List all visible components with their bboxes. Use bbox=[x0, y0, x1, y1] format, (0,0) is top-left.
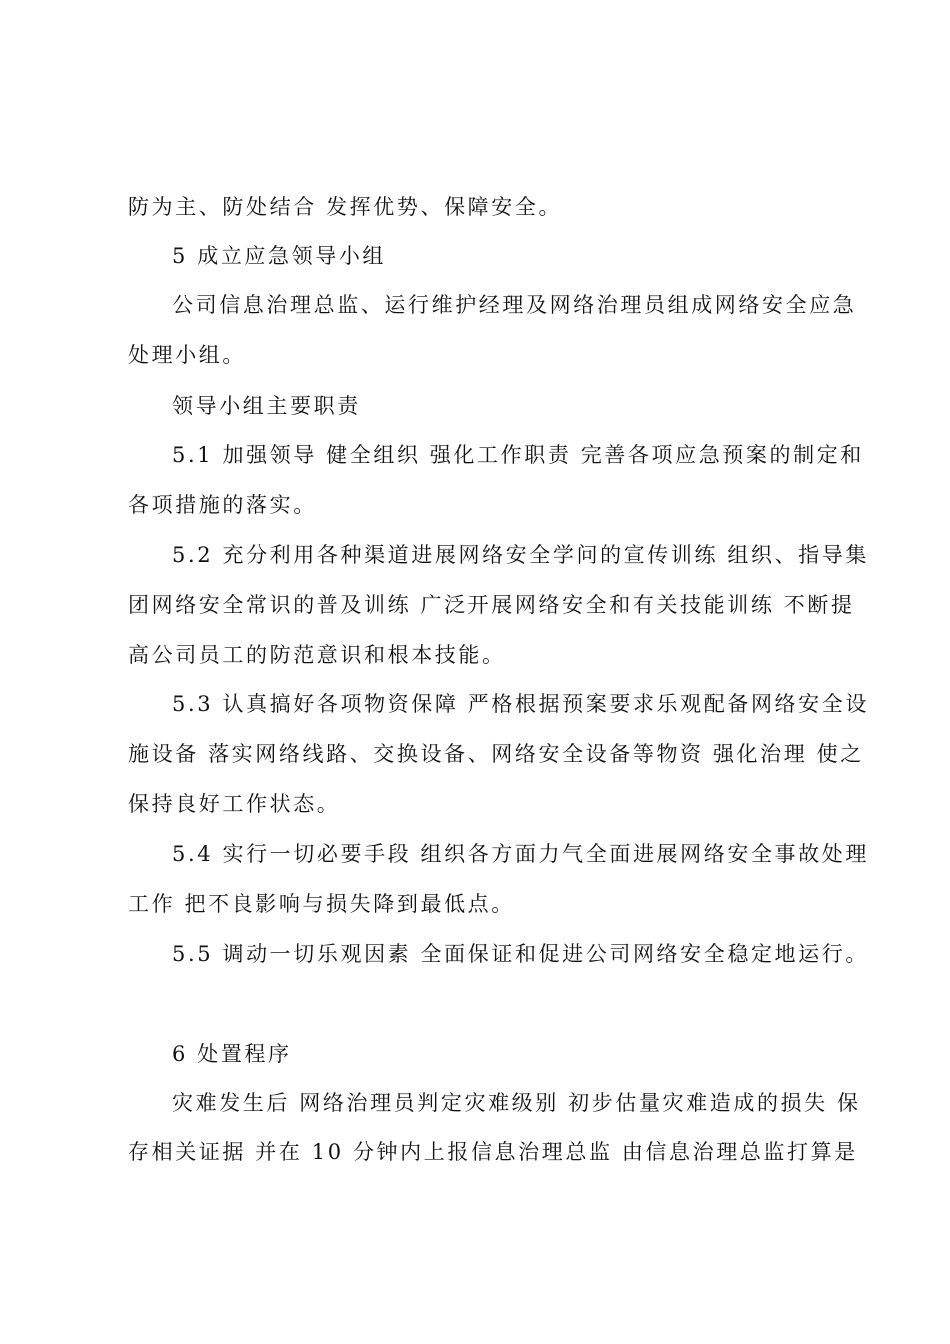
text-line: 5.3 认真搞好各项物资保障 严格根据预案要求乐观配备网络安全设 bbox=[172, 692, 869, 716]
text-line: 高公司员工的防范意识和根本技能。 bbox=[128, 643, 506, 667]
text-line: 工作 把不良影响与损失降到最低点。 bbox=[128, 892, 515, 916]
text-line: 5.2 充分利用各种渠道进展网络安全学问的宣传训练 组织、指导集 bbox=[172, 543, 869, 567]
text-line: 防为主、防处结合 发挥优势、保障安全。 bbox=[128, 195, 563, 219]
section-heading: 6 处置程序 bbox=[172, 1042, 292, 1066]
text-line: 5.4 实行一切必要手段 组织各方面力气全面进展网络安全事故处理 bbox=[172, 842, 869, 866]
text-line: 各项措施的落实。 bbox=[128, 493, 317, 517]
text-line: 灾难发生后 网络治理员判定灾难级别 初步估量灾难造成的损失 保 bbox=[172, 1091, 861, 1115]
text-line: 5.1 加强领导 健全组织 强化工作职责 完善各项应急预案的制定和 bbox=[172, 443, 864, 467]
text-line: 公司信息治理总监、运行维护经理及网络治理员组成网络安全应急 bbox=[172, 293, 857, 317]
section-heading: 5 成立应急领导小组 bbox=[172, 244, 387, 268]
text-line: 处理小组。 bbox=[128, 343, 246, 367]
text-line: 施设备 落实网络线路、交换设备、网络安全设备等物资 强化治理 使之 bbox=[128, 742, 864, 766]
text-line: 团网络安全常识的普及训练 广泛开展网络安全和有关技能训练 不断提 bbox=[128, 593, 855, 617]
text-line: 存相关证据 并在 10 分钟内上报信息治理总监 由信息治理总监打算是 bbox=[128, 1140, 858, 1164]
text-line: 领导小组主要职责 bbox=[172, 394, 361, 418]
text-line: 5.5 调动一切乐观因素 全面保证和促进公司网络安全稳定地运行。 bbox=[172, 942, 869, 966]
text-line: 保持良好工作状态。 bbox=[128, 792, 341, 816]
